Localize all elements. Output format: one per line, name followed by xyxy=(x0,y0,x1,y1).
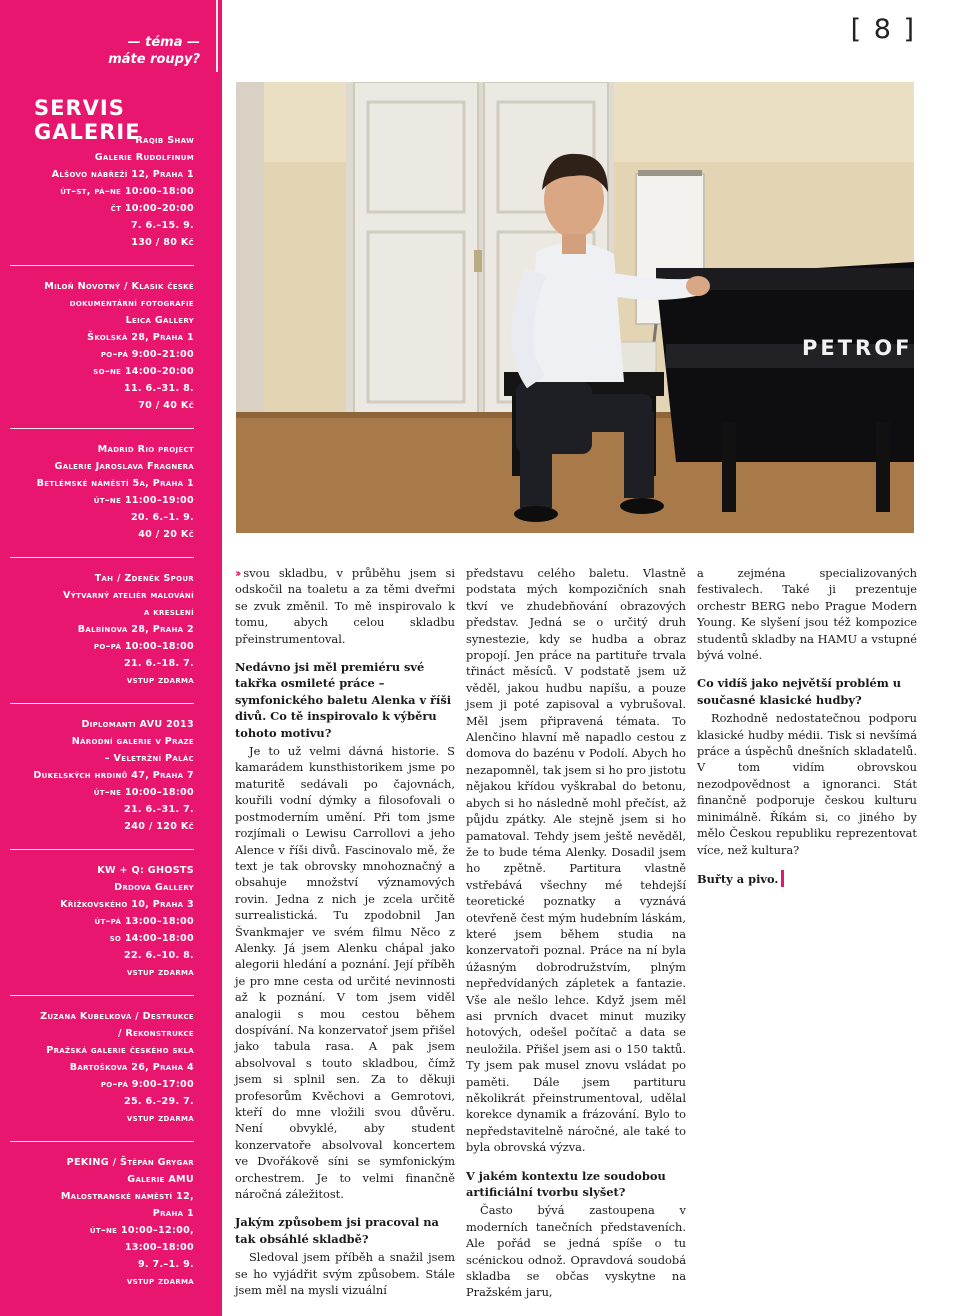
continuation-arrow-icon: ›› xyxy=(235,566,239,580)
paragraph: představu celého baletu. Vlastně podstata mých kompozičních snah tkví ve zhudebňování obrazových představ. Jedná se o určitý druh synestezie, kdy se hudba a obraz propojí. Jen práce na partituře trvala třináct měsíců. V podstatě jsem už věděl, jakou hudbu napíšu, a pouze jsem ji poté zapisoval a vybrušoval. Měl jsem připravená témata. To Alenčino hlavní mě napadlo cestou z domova do bazénu v Podolí. Abych ho nezapomněl, tak jsem si ho pro jistotu nějakou křídou vyškrabal do betonu, abych si ho následně mohl přečíst, až půjdu zpátky. Ale stejně jsem si ho pamatoval. Tehdy jsem ještě nevěděl, že to bude téma Alenky. Dosadil jsem ho zpětně. Partitura vlastně vstřebává všechny mé tehdejší teoretické poznatky a vyznává otevřeně čest mým hudebním láskám, které jsem během studia na konzervatoři poznal. Práce na ní byla úžasným dobrodružstvím, plným nepředvídaných zápletek a fantazie. Vše ale nešlo lehce. Když jsem měl asi prvních dvacet minut muziky hotových, odešel počítač a data se neuložila. Přišel jsem asi o 150 taktů. Ty jsem pak musel znovu vsládat po paměti. Dále jsem partituru několikrát přeinstrumentoval, udělal korekce dynamik a frázování. Bylo to nepředstavitelně náročné, ale také to byla obrovská výzva. xyxy=(466,566,686,1155)
listing-hours: po–pá 9:00–21:00 xyxy=(100,349,194,360)
listing-venue: Pražská galerie českého skla xyxy=(46,1045,194,1056)
listing-dates: 22. 6.–10. 8. xyxy=(123,950,194,961)
listing-item xyxy=(10,441,194,543)
listing-hours: čt 10:00–20:00 xyxy=(110,203,194,214)
listing-hours: 13:00–18:00 xyxy=(124,1242,194,1253)
listing-divider xyxy=(10,1141,194,1142)
listing-venue: Galerie Rudolfinum xyxy=(94,152,194,163)
listing-dates: 21. 6.–18. 7. xyxy=(123,658,194,669)
listing-artist: Tah / Zdeněk Spour xyxy=(94,573,194,584)
listing-price: vstup zdarma xyxy=(126,967,194,978)
interview-question: Co vidíš jako největší problém u současné klasické hudby? xyxy=(697,676,902,707)
listing-dates: 9. 7.–1. 9. xyxy=(137,1259,194,1270)
listing-address: Betlémské náměstí 5a, Praha 1 xyxy=(36,478,194,489)
paragraph: ›› svou skladbu, v průběhu jsem si odskočil na toaletu a za těmi dveřmi se zvuk změnil. To mě inspirovalo k tomu, abych celou skladbu přeinstrumentoval. xyxy=(235,566,455,646)
listing-artist: dokumentární fotografie xyxy=(69,298,194,309)
section-label-line2: máte roupy? xyxy=(108,52,200,67)
listing-artist: KW + Q: GHOSTS xyxy=(97,865,194,876)
listing-item xyxy=(10,1008,194,1127)
listing-artist: / Rekonstrukce xyxy=(117,1028,194,1039)
listing-venue: – Veletržní Palác xyxy=(104,753,194,764)
listing-item xyxy=(10,278,194,414)
interview-question: V jakém kontextu lze soudobou artificiální tvorbu slyšet? xyxy=(466,1168,666,1200)
interview-question: Nedávno jsi měl premiéru své takřka osmileté práce – symfonického baletu Alenka v říši divů. Co tě inspirovalo k výběru tohoto motivu? xyxy=(235,660,452,740)
paragraph: Rozhodně nedostatečnou podporu klasické hudby médii. Tisk si nevšímá práce a úspěchů dnešních skladatelů. V tom vidím obrovskou nezodpovědnost a ignoranci. Stát finančně podporuje českou kulturu minimálně. Říkám si, co jiného by mělo Českou republiku reprezentovat více, než kultura? xyxy=(697,711,917,857)
listing-venue: Národní galerie v Praze xyxy=(71,736,194,747)
article-column-1 xyxy=(235,565,455,1298)
listing-hours: út–ne 10:00–18:00 xyxy=(93,787,194,798)
listing-hours: út–st, pá–ne 10:00–18:00 xyxy=(60,186,194,197)
listing-dates: 11. 6.–31. 8. xyxy=(123,383,194,394)
listing-venue: Výtvarný ateliér malování xyxy=(63,590,194,601)
listing-hours: so 14:00–18:00 xyxy=(109,933,194,944)
listing-artist: Raqib Shaw xyxy=(135,135,194,146)
listing-item xyxy=(10,132,194,251)
listing-hours: so–ne 14:00–20:00 xyxy=(93,366,194,377)
listing-dates: 7. 6.–15. 9. xyxy=(130,220,194,231)
listing-venue: Galerie AMU xyxy=(127,1174,194,1185)
listing-item xyxy=(10,1154,194,1290)
article-column-2 xyxy=(466,565,686,1301)
listing-address: Dukelských hrdinů 47, Praha 7 xyxy=(33,770,194,781)
listing-item xyxy=(10,716,194,835)
listing-price: vstup zdarma xyxy=(126,675,194,686)
listing-divider xyxy=(10,703,194,704)
listing-divider xyxy=(10,995,194,996)
header-divider xyxy=(216,0,218,72)
listing-item xyxy=(10,862,194,981)
interview-question: Jakým způsobem jsi pracoval na tak obsáhlé skladbě? xyxy=(235,1215,439,1246)
listing-address: Praha 1 xyxy=(152,1208,194,1219)
section-label xyxy=(90,34,200,68)
listing-artist: PEKING / Štěpán Grygar xyxy=(66,1157,194,1168)
listing-price: 40 / 20 Kč xyxy=(138,529,194,540)
section-label-line1: — téma — xyxy=(127,35,200,50)
listings-sidebar xyxy=(0,0,222,1316)
closing-answer: Buřty a pivo. xyxy=(697,870,917,887)
listing-divider xyxy=(10,557,194,558)
listing-price: vstup zdarma xyxy=(126,1113,194,1124)
listing-address: Bartoškova 26, Praha 4 xyxy=(69,1062,194,1073)
paragraph: a zejména specializovaných festivalech. Také ji prezentuje orchestr BERG nebo Prague Modern Young. Ke slyšení jsou též kompozice studentů skladby na HAMU a vstupné bývá volné. xyxy=(697,566,917,663)
listing-hours: út–ne 10:00–12:00, xyxy=(89,1225,194,1236)
listing-venue: Leica Gallery xyxy=(125,315,194,326)
listing-address: Školská 28, Praha 1 xyxy=(87,332,194,343)
listing-artist: Madrid Rio project xyxy=(97,444,194,455)
listing-price: vstup zdarma xyxy=(126,1276,194,1287)
listing-hours: út–ne 11:00–19:00 xyxy=(93,495,194,506)
listing-venue: Galerie Jaroslava Fragnera xyxy=(54,461,194,472)
listing-artist: Zuzana Kubelková / Destrukce xyxy=(40,1011,194,1022)
article-photo xyxy=(236,82,914,533)
paragraph: Často bývá zastoupena v moderních tanečních představeních. Ale pořád se jedná spíše o tu scénickou odnož. Opravdová soudobá skladba se občas vyskytne na Pražském jaru, xyxy=(466,1203,686,1300)
paragraph: Sledoval jsem příběh a snažil jsem se ho vyjádřit svým způsobem. Stále jsem měl na mysli vizuální xyxy=(235,1250,455,1298)
exhibition-listings xyxy=(10,132,194,1290)
listing-item xyxy=(10,570,194,689)
listing-dates: 21. 6.–31. 7. xyxy=(123,804,194,815)
listing-dates: 20. 6.–1. 9. xyxy=(130,512,194,523)
listing-address: Malostranské náměstí 12, xyxy=(60,1191,194,1202)
listing-hours: po–pá 10:00–18:00 xyxy=(93,641,194,652)
listing-divider xyxy=(10,265,194,266)
listing-hours: po–pá 9:00–17:00 xyxy=(100,1079,194,1090)
page-number: [ 8 ] xyxy=(850,14,916,45)
end-mark-icon xyxy=(781,870,784,887)
article-column-3 xyxy=(697,565,917,889)
listing-venue: a kreslení xyxy=(143,607,194,618)
listing-address: Alšovo nábřeží 12, Praha 1 xyxy=(51,169,194,180)
listing-artist: Miloň Novotný / Klasik české xyxy=(44,281,194,292)
listing-address: Křížkovského 10, Praha 3 xyxy=(60,899,194,910)
listing-hours: út–pá 13:00–18:00 xyxy=(94,916,194,927)
listing-price: 130 / 80 Kč xyxy=(131,237,194,248)
listing-price: 70 / 40 Kč xyxy=(138,400,194,411)
page-header xyxy=(222,0,960,70)
listing-address: Balbínova 28, Praha 2 xyxy=(77,624,194,635)
listing-divider xyxy=(10,428,194,429)
listing-venue: Drdova Gallery xyxy=(114,882,194,893)
listing-artist: Diplomanti AVU 2013 xyxy=(81,719,194,730)
listing-dates: 25. 6.–29. 7. xyxy=(123,1096,194,1107)
sidebar-title: SERVIS GALERIE xyxy=(34,96,141,144)
piano-brand: PETROF xyxy=(802,336,913,360)
listing-divider xyxy=(10,849,194,850)
listing-price: 240 / 120 Kč xyxy=(124,821,194,832)
paragraph: Je to už velmi dávná historie. S kamarádem kunsthistorikem jsme po maturitě sedávali po čajovnách, kouřili vodní dýmky a filosofovali o postmoderním umění. Při tom jsme rozjímali o Lewisu Carrollovi a jeho Alence v říši divů. Fascinovalo mě, že text je tak obrovsky mnohoznačný a obsahuje množství významových rovin. Jedna z nich je zcela určitě surrealistická. Tu zpodobnil Jan Švankmajer ve svém filmu Něco z Alenky. Já jsem Alenku chápal jako alegorii hledání a poznání. Její příběh je pro mne cesta od určité nevinnosti až k poznání. V tom jsem viděl analogii s mou cestou během dospívání. Na konzervatoř jsem přišel jako tabula rasa. A pak jsem absolvoval s touto skladbou, čímž jsem si splnil sen. Za to děkuji profesorům Kvěchovi a Gemrotovi, kteří do mne vložili svou důvěru. Není obvyklé, aby student konzervatoře absolvoval koncertem ve Dvořákově síni se symfonickým orchestrem. Je to velmi finančně náročná záležitost. xyxy=(235,744,455,1202)
pianist-photo xyxy=(236,82,914,533)
